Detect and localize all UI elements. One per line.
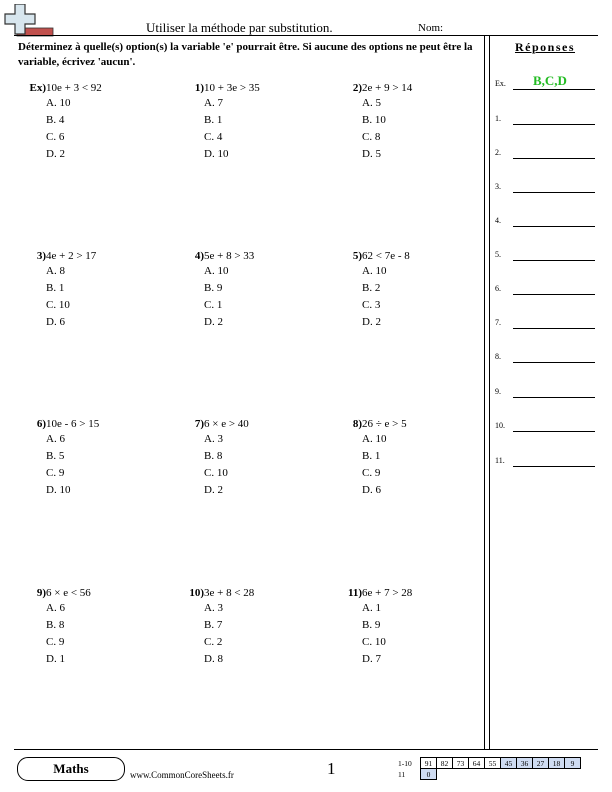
- answer-option: A. 3: [204, 433, 223, 445]
- answer-option: C. 10: [362, 636, 386, 648]
- answer-option: C. 10: [204, 467, 228, 479]
- problem-inequality: 6e + 7 > 28: [362, 587, 413, 599]
- answer-label: 9.: [495, 387, 501, 396]
- score-cell: 36: [517, 758, 533, 769]
- score-cell: 45: [501, 758, 517, 769]
- answer-label: 5.: [495, 250, 501, 259]
- problem-number: 11): [347, 587, 362, 599]
- answer-option: C. 1: [204, 299, 223, 311]
- answer-row: [495, 279, 595, 295]
- answer-blank[interactable]: [513, 124, 595, 125]
- answer-option: B. 9: [204, 282, 223, 294]
- problem-number: 5): [352, 250, 362, 262]
- answer-label: 11.: [495, 456, 505, 465]
- logo: [4, 4, 56, 38]
- answer-row: [495, 416, 595, 432]
- answer-option: A. 5: [362, 97, 381, 109]
- answer-option: D. 1: [46, 653, 65, 665]
- answer-option: B. 4: [46, 114, 65, 126]
- answer-option: D. 8: [204, 653, 223, 665]
- problem: [334, 587, 484, 667]
- problem-inequality: 62 < 7e - 8: [362, 250, 410, 262]
- answer-option: D. 5: [362, 148, 381, 160]
- answer-option: C. 9: [46, 636, 65, 648]
- answer-option: C. 9: [46, 467, 65, 479]
- answer-row: [495, 245, 595, 261]
- answer-option: D. 10: [46, 484, 71, 496]
- brand-badge: Maths: [17, 757, 125, 781]
- answer-blank[interactable]: [513, 89, 595, 90]
- answer-option: B. 5: [46, 450, 65, 462]
- worksheet-title: Utiliser la méthode par substitution.: [146, 20, 333, 35]
- answer-blank[interactable]: [513, 192, 595, 193]
- answer-row: [495, 451, 595, 467]
- answer-label: 6.: [495, 284, 501, 293]
- problem-inequality: 26 ÷ e > 5: [362, 418, 407, 430]
- plus-logo-icon: [4, 4, 56, 38]
- score-cell: 9: [565, 758, 581, 769]
- problem-inequality: 10e + 3 < 92: [46, 82, 102, 94]
- problem-number: 2): [352, 82, 362, 94]
- answer-row: [495, 211, 595, 227]
- answer-option: B. 1: [204, 114, 223, 126]
- answer-label: 1.: [495, 114, 501, 123]
- problem-inequality: 3e + 8 < 28: [204, 587, 255, 599]
- score-range-label: 11: [398, 769, 406, 779]
- problem-inequality: 6 × e < 56: [46, 587, 91, 599]
- score-cell: 73: [453, 758, 469, 769]
- problem-number: 9): [36, 587, 46, 599]
- answer-blank[interactable]: [513, 431, 595, 432]
- answer-label: 8.: [495, 352, 501, 361]
- problem-inequality: 10 + 3e > 35: [204, 82, 260, 94]
- answer-option: A. 10: [362, 265, 387, 277]
- problem-inequality: 2e + 9 > 14: [362, 82, 413, 94]
- problem: [18, 82, 168, 162]
- problem: [334, 250, 484, 330]
- answer-option: D. 6: [46, 316, 65, 328]
- score-row: [398, 758, 581, 769]
- name-field-label: Nom:: [418, 22, 444, 34]
- score-table: [398, 757, 581, 780]
- score-cell: 0: [421, 769, 437, 780]
- problem: [176, 250, 326, 330]
- instructions: Déterminez à quelle(s) option(s) la variable 'e' pourrait être. Si aucune des options ne peut être la variable, écrivez 'aucun'.: [18, 41, 473, 68]
- answer-blank[interactable]: [513, 362, 595, 363]
- answer-option: B. 8: [204, 450, 223, 462]
- answer-option: D. 2: [46, 148, 65, 160]
- problem-number: 7): [194, 418, 204, 430]
- answer-label: 2.: [495, 148, 501, 157]
- answer-label: Ex.: [495, 79, 506, 88]
- problem-inequality: 10e - 6 > 15: [46, 418, 100, 430]
- answer-option: A. 3: [204, 602, 223, 614]
- answer-option: D. 7: [362, 653, 381, 665]
- answer-label: 7.: [495, 318, 501, 327]
- answer-option: D. 2: [204, 316, 223, 328]
- problem-number: 3): [36, 250, 46, 262]
- answer-blank[interactable]: [513, 158, 595, 159]
- answer-label: 3.: [495, 182, 501, 191]
- answer-option: B. 1: [362, 450, 381, 462]
- problem-inequality: 4e + 2 > 17: [46, 250, 97, 262]
- answer-blank[interactable]: [513, 260, 595, 261]
- answer-option: A. 6: [46, 602, 65, 614]
- problem-number: 10): [189, 587, 204, 599]
- answer-blank[interactable]: [513, 226, 595, 227]
- answer-option: B. 10: [362, 114, 386, 126]
- answer-option: C. 4: [204, 131, 223, 143]
- score-cell: 64: [469, 758, 485, 769]
- answer-row: [495, 347, 595, 363]
- answer-option: D. 6: [362, 484, 381, 496]
- footer-url: www.CommonCoreSheets.fr: [130, 770, 234, 780]
- header-divider: [14, 35, 598, 36]
- problem-number: 1): [194, 82, 204, 94]
- answer-option: C. 3: [362, 299, 381, 311]
- problem: [176, 587, 326, 667]
- problem: [18, 587, 168, 667]
- answer-option: B. 9: [362, 619, 381, 631]
- answer-option: A. 8: [46, 265, 65, 277]
- score-cell: 82: [437, 758, 453, 769]
- score-row: [398, 769, 581, 780]
- answer-option: A. 7: [204, 97, 223, 109]
- answer-value: B,C,D: [533, 73, 567, 88]
- problem-number: 6): [36, 418, 46, 430]
- answer-option: C. 10: [46, 299, 70, 311]
- problem: [334, 418, 484, 498]
- answer-blank[interactable]: [513, 328, 595, 329]
- answer-option: C. 9: [362, 467, 381, 479]
- score-cell: 18: [549, 758, 565, 769]
- answer-blank[interactable]: [513, 397, 595, 398]
- answer-option: A. 10: [204, 265, 229, 277]
- page-number: 1: [327, 759, 336, 778]
- answer-option: A. 1: [362, 602, 381, 614]
- answer-row: [495, 313, 595, 329]
- answer-option: D. 2: [204, 484, 223, 496]
- answer-blank[interactable]: [513, 294, 595, 295]
- score-cell: 91: [421, 758, 437, 769]
- answer-label: 10.: [495, 421, 505, 430]
- answer-row: [495, 74, 595, 90]
- problem: [176, 82, 326, 162]
- answer-row: [495, 109, 595, 125]
- answer-option: B. 2: [362, 282, 381, 294]
- answer-option: A. 10: [46, 97, 71, 109]
- footer-divider: [14, 749, 598, 750]
- answer-row: [495, 177, 595, 193]
- answer-option: A. 10: [362, 433, 387, 445]
- problem: [18, 418, 168, 498]
- answer-option: C. 2: [204, 636, 223, 648]
- answer-option: B. 1: [46, 282, 65, 294]
- answer-option: B. 7: [204, 619, 223, 631]
- answer-label: 4.: [495, 216, 501, 225]
- answer-row: [495, 382, 595, 398]
- problem: [18, 250, 168, 330]
- answer-row: [495, 143, 595, 159]
- column-divider: [489, 35, 490, 749]
- column-divider: [484, 35, 485, 749]
- problem-inequality: 5e + 8 > 33: [204, 250, 255, 262]
- answer-option: D. 2: [362, 316, 381, 328]
- problem-inequality: 6 × e > 40: [204, 418, 249, 430]
- answer-option: B. 8: [46, 619, 65, 631]
- answer-blank[interactable]: [513, 466, 595, 467]
- problem: [176, 418, 326, 498]
- answer-option: C. 8: [362, 131, 381, 143]
- problem-number: 4): [194, 250, 204, 262]
- answer-option: A. 6: [46, 433, 65, 445]
- answer-option: C. 6: [46, 131, 65, 143]
- answers-heading: Réponses: [514, 40, 575, 54]
- answer-option: D. 10: [204, 148, 229, 160]
- problem: [334, 82, 484, 162]
- problem-number: 8): [352, 418, 362, 430]
- score-cell: 55: [485, 758, 501, 769]
- score-cell: 27: [533, 758, 549, 769]
- score-range-label: 1-10: [398, 758, 412, 768]
- problem-number: Ex): [29, 82, 46, 94]
